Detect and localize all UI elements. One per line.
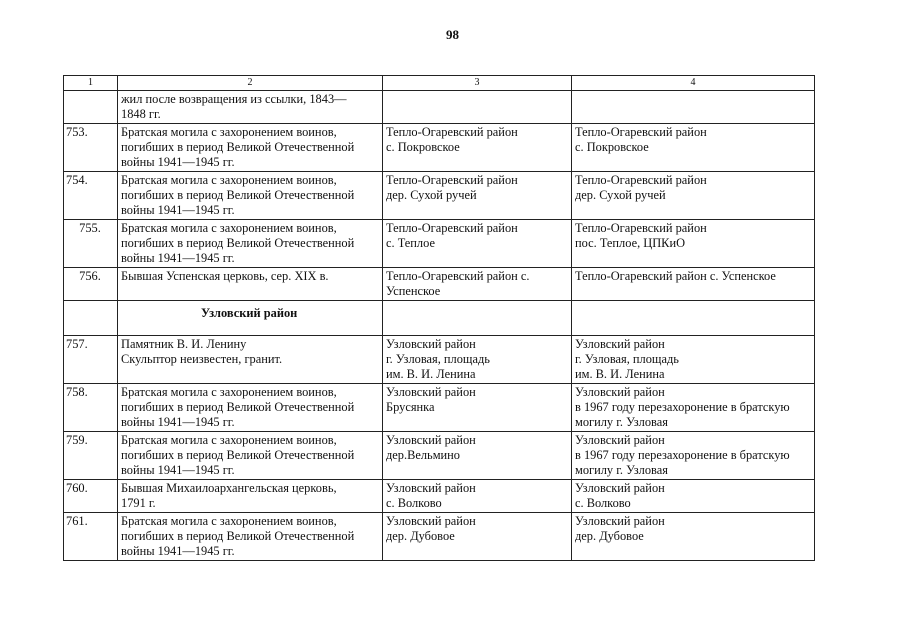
table-row <box>64 432 815 480</box>
cell-line: Узловский район <box>386 385 476 399</box>
row-number-cell: 753. <box>64 124 118 172</box>
object-name-cell <box>118 220 383 268</box>
cell-line: им. В. И. Ленина <box>575 367 665 381</box>
cell-line: Тепло-Огаревский район с. Успенское <box>575 269 776 283</box>
address-cell <box>572 124 815 172</box>
location-cell <box>383 480 572 513</box>
location-cell <box>383 301 572 336</box>
cell-line: им. В. И. Ленина <box>386 367 476 381</box>
table-row <box>64 172 815 220</box>
row-number-cell: 758. <box>64 384 118 432</box>
table-row <box>64 336 815 384</box>
location-cell <box>383 336 572 384</box>
location-cell <box>383 172 572 220</box>
row-number-cell: 760. <box>64 480 118 513</box>
cell-line: Узловский район <box>575 337 665 351</box>
object-name-cell <box>118 91 383 124</box>
cell-line: Братская могила с захоронением воинов, <box>121 221 337 235</box>
cell-line: войны 1941—1945 гг. <box>121 415 235 429</box>
address-cell <box>572 91 815 124</box>
cell-line: Братская могила с захоронением воинов, <box>121 173 337 187</box>
cell-line: Узловский район <box>575 385 665 399</box>
cell-line: Тепло-Огаревский район <box>386 221 518 235</box>
cell-line: в 1967 году перезахоронение в братскую <box>575 448 790 462</box>
row-number-cell: 757. <box>64 336 118 384</box>
cell-line: Тепло-Огаревский район <box>386 125 518 139</box>
monuments-table <box>63 75 815 561</box>
row-number-cell: 755. <box>64 220 118 268</box>
cell-line: с. Покровское <box>386 140 460 154</box>
cell-line: могилу г. Узловая <box>575 463 668 477</box>
cell-line: Тепло-Огаревский район <box>386 173 518 187</box>
row-number-cell <box>64 91 118 124</box>
cell-line: Тепло-Огаревский район <box>575 221 707 235</box>
cell-line: дер. Сухой ручей <box>386 188 477 202</box>
cell-line: войны 1941—1945 гг. <box>121 155 235 169</box>
cell-line: Тепло-Огаревский район <box>575 125 707 139</box>
cell-line: могилу г. Узловая <box>575 415 668 429</box>
column-header: 2 <box>118 76 383 91</box>
cell-line: дер. Сухой ручей <box>575 188 666 202</box>
cell-line: дер. Дубовое <box>575 529 644 543</box>
table-row <box>64 124 815 172</box>
row-number-cell: 754. <box>64 172 118 220</box>
address-cell <box>572 384 815 432</box>
address-cell <box>572 336 815 384</box>
location-cell <box>383 513 572 561</box>
address-cell <box>572 432 815 480</box>
location-cell <box>383 432 572 480</box>
cell-line: Тепло-Огаревский район с. <box>386 269 530 283</box>
object-name-cell <box>118 384 383 432</box>
cell-line: войны 1941—1945 гг. <box>121 463 235 477</box>
address-cell <box>572 480 815 513</box>
cell-line: погибших в период Великой Отечественной <box>121 140 355 154</box>
location-cell <box>383 268 572 301</box>
cell-line: пос. Теплое, ЦПКиО <box>575 236 686 250</box>
cell-line: Братская могила с захоронением воинов, <box>121 385 337 399</box>
table-row <box>64 91 815 124</box>
table-row <box>64 384 815 432</box>
object-name-cell <box>118 480 383 513</box>
cell-line: погибших в период Великой Отечественной <box>121 448 355 462</box>
object-name-cell <box>118 124 383 172</box>
cell-line: Скульптор неизвестен, гранит. <box>121 352 283 366</box>
cell-line: погибших в период Великой Отечественной <box>121 236 355 250</box>
object-name-cell <box>118 513 383 561</box>
address-cell <box>572 301 815 336</box>
object-name-cell <box>118 268 383 301</box>
table-row <box>64 480 815 513</box>
address-cell <box>572 172 815 220</box>
table-row <box>64 268 815 301</box>
cell-line: войны 1941—1945 гг. <box>121 544 235 558</box>
cell-line: 1848 гг. <box>121 107 161 121</box>
cell-line: Памятник В. И. Ленину <box>121 337 247 351</box>
cell-line: г. Узловая, площадь <box>575 352 679 366</box>
column-header: 1 <box>64 76 118 91</box>
cell-line: Братская могила с захоронением воинов, <box>121 433 337 447</box>
row-number-cell: 761. <box>64 513 118 561</box>
cell-line: с. Теплое <box>386 236 435 250</box>
cell-line: Успенское <box>386 284 441 298</box>
cell-line: погибших в период Великой Отечественной <box>121 188 355 202</box>
section-title: Узловский район <box>201 306 298 320</box>
cell-line: войны 1941—1945 гг. <box>121 203 235 217</box>
row-number-cell: 756. <box>64 268 118 301</box>
table-row <box>64 513 815 561</box>
cell-line: Узловский район <box>386 433 476 447</box>
cell-line: с. Волково <box>575 496 631 510</box>
cell-line: войны 1941—1945 гг. <box>121 251 235 265</box>
cell-line: Узловский район <box>386 514 476 528</box>
cell-line: Узловский район <box>386 337 476 351</box>
object-name-cell <box>118 432 383 480</box>
location-cell <box>383 220 572 268</box>
location-cell <box>383 124 572 172</box>
object-name-cell <box>118 336 383 384</box>
object-name-cell <box>118 172 383 220</box>
row-number-cell <box>64 301 118 336</box>
address-cell <box>572 268 815 301</box>
cell-line: с. Волково <box>386 496 442 510</box>
cell-line: Бывшая Михаилоархангельская церковь, <box>121 481 337 495</box>
section-title-cell <box>118 301 383 336</box>
section-row <box>64 301 815 336</box>
cell-line: погибших в период Великой Отечественной <box>121 529 355 543</box>
cell-line: Братская могила с захоронением воинов, <box>121 125 337 139</box>
cell-line: Тепло-Огаревский район <box>575 173 707 187</box>
address-cell <box>572 220 815 268</box>
cell-line: дер.Вельмино <box>386 448 460 462</box>
cell-line: Узловский район <box>575 433 665 447</box>
location-cell <box>383 91 572 124</box>
page-number: 98 <box>446 27 459 42</box>
cell-line: погибших в период Великой Отечественной <box>121 400 355 414</box>
column-number-row <box>64 76 815 91</box>
cell-line: Узловский район <box>575 481 665 495</box>
cell-line: дер. Дубовое <box>386 529 455 543</box>
cell-line: 1791 г. <box>121 496 156 510</box>
cell-line: Бывшая Успенская церковь, сер. XIX в. <box>121 269 329 283</box>
column-header: 3 <box>383 76 572 91</box>
cell-line: Брусянка <box>386 400 435 414</box>
row-number-cell: 759. <box>64 432 118 480</box>
cell-line: г. Узловая, площадь <box>386 352 490 366</box>
location-cell <box>383 384 572 432</box>
column-header: 4 <box>572 76 815 91</box>
cell-line: с. Покровское <box>575 140 649 154</box>
cell-line: Узловский район <box>386 481 476 495</box>
cell-line: Братская могила с захоронением воинов, <box>121 514 337 528</box>
address-cell <box>572 513 815 561</box>
cell-line: Узловский район <box>575 514 665 528</box>
cell-line: жил после возвращения из ссылки, 1843— <box>121 92 347 106</box>
table-row <box>64 220 815 268</box>
cell-line: в 1967 году перезахоронение в братскую <box>575 400 790 414</box>
